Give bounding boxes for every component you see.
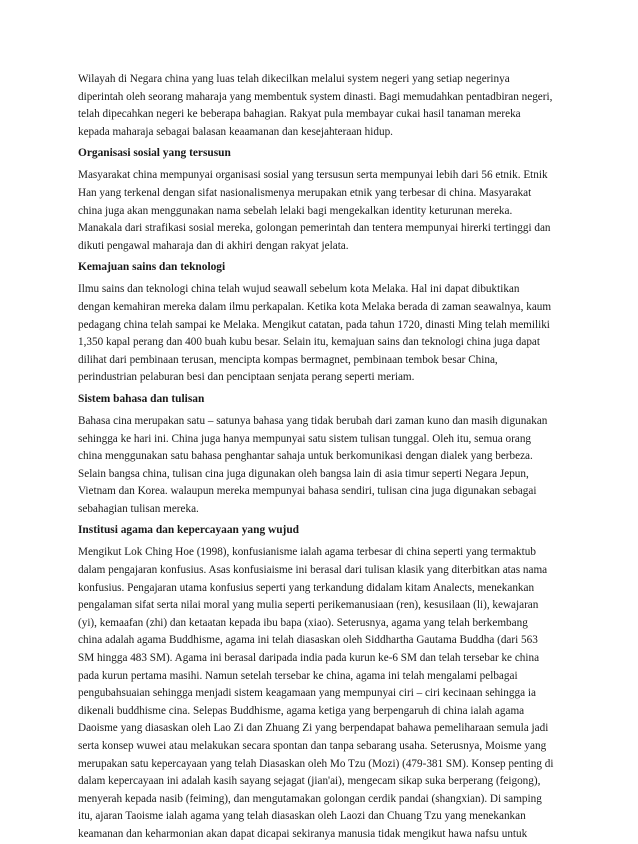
paragraph-line: dalam kepercayaan ini adalah kasih sayang sejagat (jian'ai), mengecam sikap suka berperang (feigong),: [78, 775, 541, 788]
paragraph-line: menyerah kepada nasib (feiming), dan mengutamakan golongan cerdik pandai (shangxian). Di samping: [78, 792, 542, 805]
paragraph-line: Masyarakat china mempunyai organisasi sosial yang tersusun serta mempunyai lebih dari 56 etnik. Etnik: [78, 169, 548, 182]
section-paragraph: [78, 413, 564, 519]
paragraph-line: dalam pengajaran konfusius. Asas konfusiaisme ini berasal dari tulisan klasik yang diterbitkan atas nama: [78, 564, 548, 577]
paragraph-line: Wilayah di Negara china yang luas telah dikecilkan melalui system negeri yang setiap negerinya: [78, 73, 510, 85]
paragraph-line: merupakan satu kepercayaan yang telah Diasaskan oleh Mo Tzu (Mozi) (479-381 SM). Konsep penting di: [78, 757, 554, 770]
paragraph-line: serta konsep wuwei atau melakukan secara spontan dan tanpa sebarang usaha. Seterusnya, Moisme yang: [78, 740, 547, 752]
paragraph-line: perindustrian pelaburan besi dan penciptaan senjata perang seperti meriam.: [78, 371, 415, 384]
paragraph-line: Ilmu sains dan teknologi china telah wujud seawall sebelum kota Melaka. Hal ini dapat dibuktikan: [78, 283, 520, 296]
paragraph-line: dikenali buddhisme cina. Selepas Buddhisme, agama ketiga yang berpengaruh di china ialah agama: [78, 704, 525, 717]
section-paragraph: [78, 281, 564, 387]
paragraph-line: itu, ajaran Taoisme ialah agama yang telah diasaskan oleh Laozi dan Chuang Tzu yang menekankan: [78, 810, 526, 823]
paragraph-line: Selain bangsa china, tulisan cina juga digunakan oleh bangsa lain di asia timur seperti Negara Jepun,: [78, 467, 529, 480]
paragraph-line: (yi), kemaafan (zhi) dan ketaatan kepada ibu bapa (xiao). Seterusnya, agama yang telah berkembang: [78, 616, 528, 629]
section-heading: Institusi agama dan kepercayaan yang wujud: [78, 524, 300, 537]
section-heading: Sistem bahasa dan tulisan: [78, 392, 205, 405]
paragraph-line: dikuti pengawal maharaja dan di akhiri dengan rakyat jelata.: [78, 239, 349, 252]
paragraph-line: dilihat dari pembinaan terusan, mencipta kompas bermagnet, pembinaan tembok besar China,: [78, 353, 498, 366]
paragraph-line: telah dipecahkan negeri ke beberapa bahagian. Rakyat pula membayar cukai hasil tanaman mereka: [78, 108, 521, 121]
paragraph-line: Vietnam dan Korea. walaupun mereka mempunyai bahasa sendiri, tulisan cina juga digunakan sebagai: [78, 485, 537, 498]
section-paragraph: [78, 544, 564, 843]
paragraph-line: sebahagian tulisan mereka.: [78, 502, 199, 515]
section-paragraph: [78, 167, 564, 255]
paragraph-line: dengan kemahiran mereka dalam ilmu perkapalan. Ketika kota Melaka berada di zaman seawalnya, kaum: [78, 300, 552, 313]
paragraph-line: SM hingga 483 SM). Agama ini berasal daripada india pada kurun ke-6 SM dan telah tersebar ke china: [78, 652, 540, 665]
intro-paragraph: [78, 71, 564, 141]
paragraph-line: china adalah agama Buddhisme, agama ini telah diasaskan oleh Siddhartha Gautama Buddha (dari 563: [78, 634, 538, 647]
paragraph-line: Manakala dari strafikasi sosial mereka, golongan pemerintah dan tentera mempunyai hirerki tertinggi dan: [78, 222, 551, 235]
section-heading: Kemajuan sains dan teknologi: [78, 261, 226, 274]
paragraph-line: Daoisme yang diasaskan oleh Lao Zi dan Zhuang Zi yang berpendapat bahawa pemeliharaan semula jadi: [78, 722, 549, 735]
paragraph-line: Han yang terkenal dengan sifat nasionalismenya merupakan etnik yang terbesar di china. Masyarakat: [78, 186, 532, 199]
section-heading: Organisasi sosial yang tersusun: [78, 147, 231, 160]
paragraph-line: Bahasa cina merupakan satu – satunya bahasa yang tidak berubah dari zaman kuno dan masih digunakan: [78, 414, 548, 427]
paragraph-line: sehingga ke hari ini. China juga hanya mempunyai satu sistem tulisan tunggal. Oleh itu, semua orang: [78, 432, 532, 445]
paragraph-line: china juga akan menggunakan nama sebelah lelaki bagi mengekalkan identity keturunan mereka.: [78, 204, 513, 217]
paragraph-line: 1,350 kapal perang dan 400 buah kubu besar. Selain itu, kemajuan sains dan teknologi china juga dapat: [78, 336, 540, 349]
paragraph-line: pada kurun pertama masihi. Namun setelah tersebar ke china, agama ini telah mengalami pelbagai: [78, 669, 518, 682]
paragraph-line: pengubahsuaian sehingga menjadi sistem keagamaan yang mempunyai ciri – ciri kecinaan sehingga ia: [78, 687, 536, 700]
paragraph-line: diperintah oleh seorang maharaja yang membentuk system dinasti. Bagi memudahkan pentadbiran negeri,: [78, 90, 553, 103]
paragraph-line: konfusius. Pengajaran utama konfusius seperti yang terkandung didalam kitam Analects, menekankan: [78, 581, 535, 594]
document-body: [78, 71, 564, 844]
paragraph-line: pedagang china telah sampai ke Melaka. Mengikut catatan, pada tahun 1720, dinasti Ming telah memiliki: [78, 318, 550, 331]
paragraph-line: pengalaman sifat serta nilai moral yang mulia seperti perikemanusiaan (ren), kesusilaan (li), kewajaran: [78, 599, 539, 612]
paragraph-line: Mengikut Lok Ching Hoe (1998), konfusianisme ialah agama terbesar di china seperti yang termaktub: [78, 546, 536, 559]
paragraph-line: kepada maharaja sebagai balasan keaamanan dan kesejahteraan hidup.: [78, 125, 393, 138]
paragraph-line: china menggunakan satu bahasa penghantar sahaja untuk berkomunikasi dengan dialek yang berbeza.: [78, 450, 533, 463]
paragraph-line: keamanan dan keharmonian akan dapat dicapai sekiranya manusia tidak mengikut hawa nafsu untuk: [78, 827, 528, 840]
